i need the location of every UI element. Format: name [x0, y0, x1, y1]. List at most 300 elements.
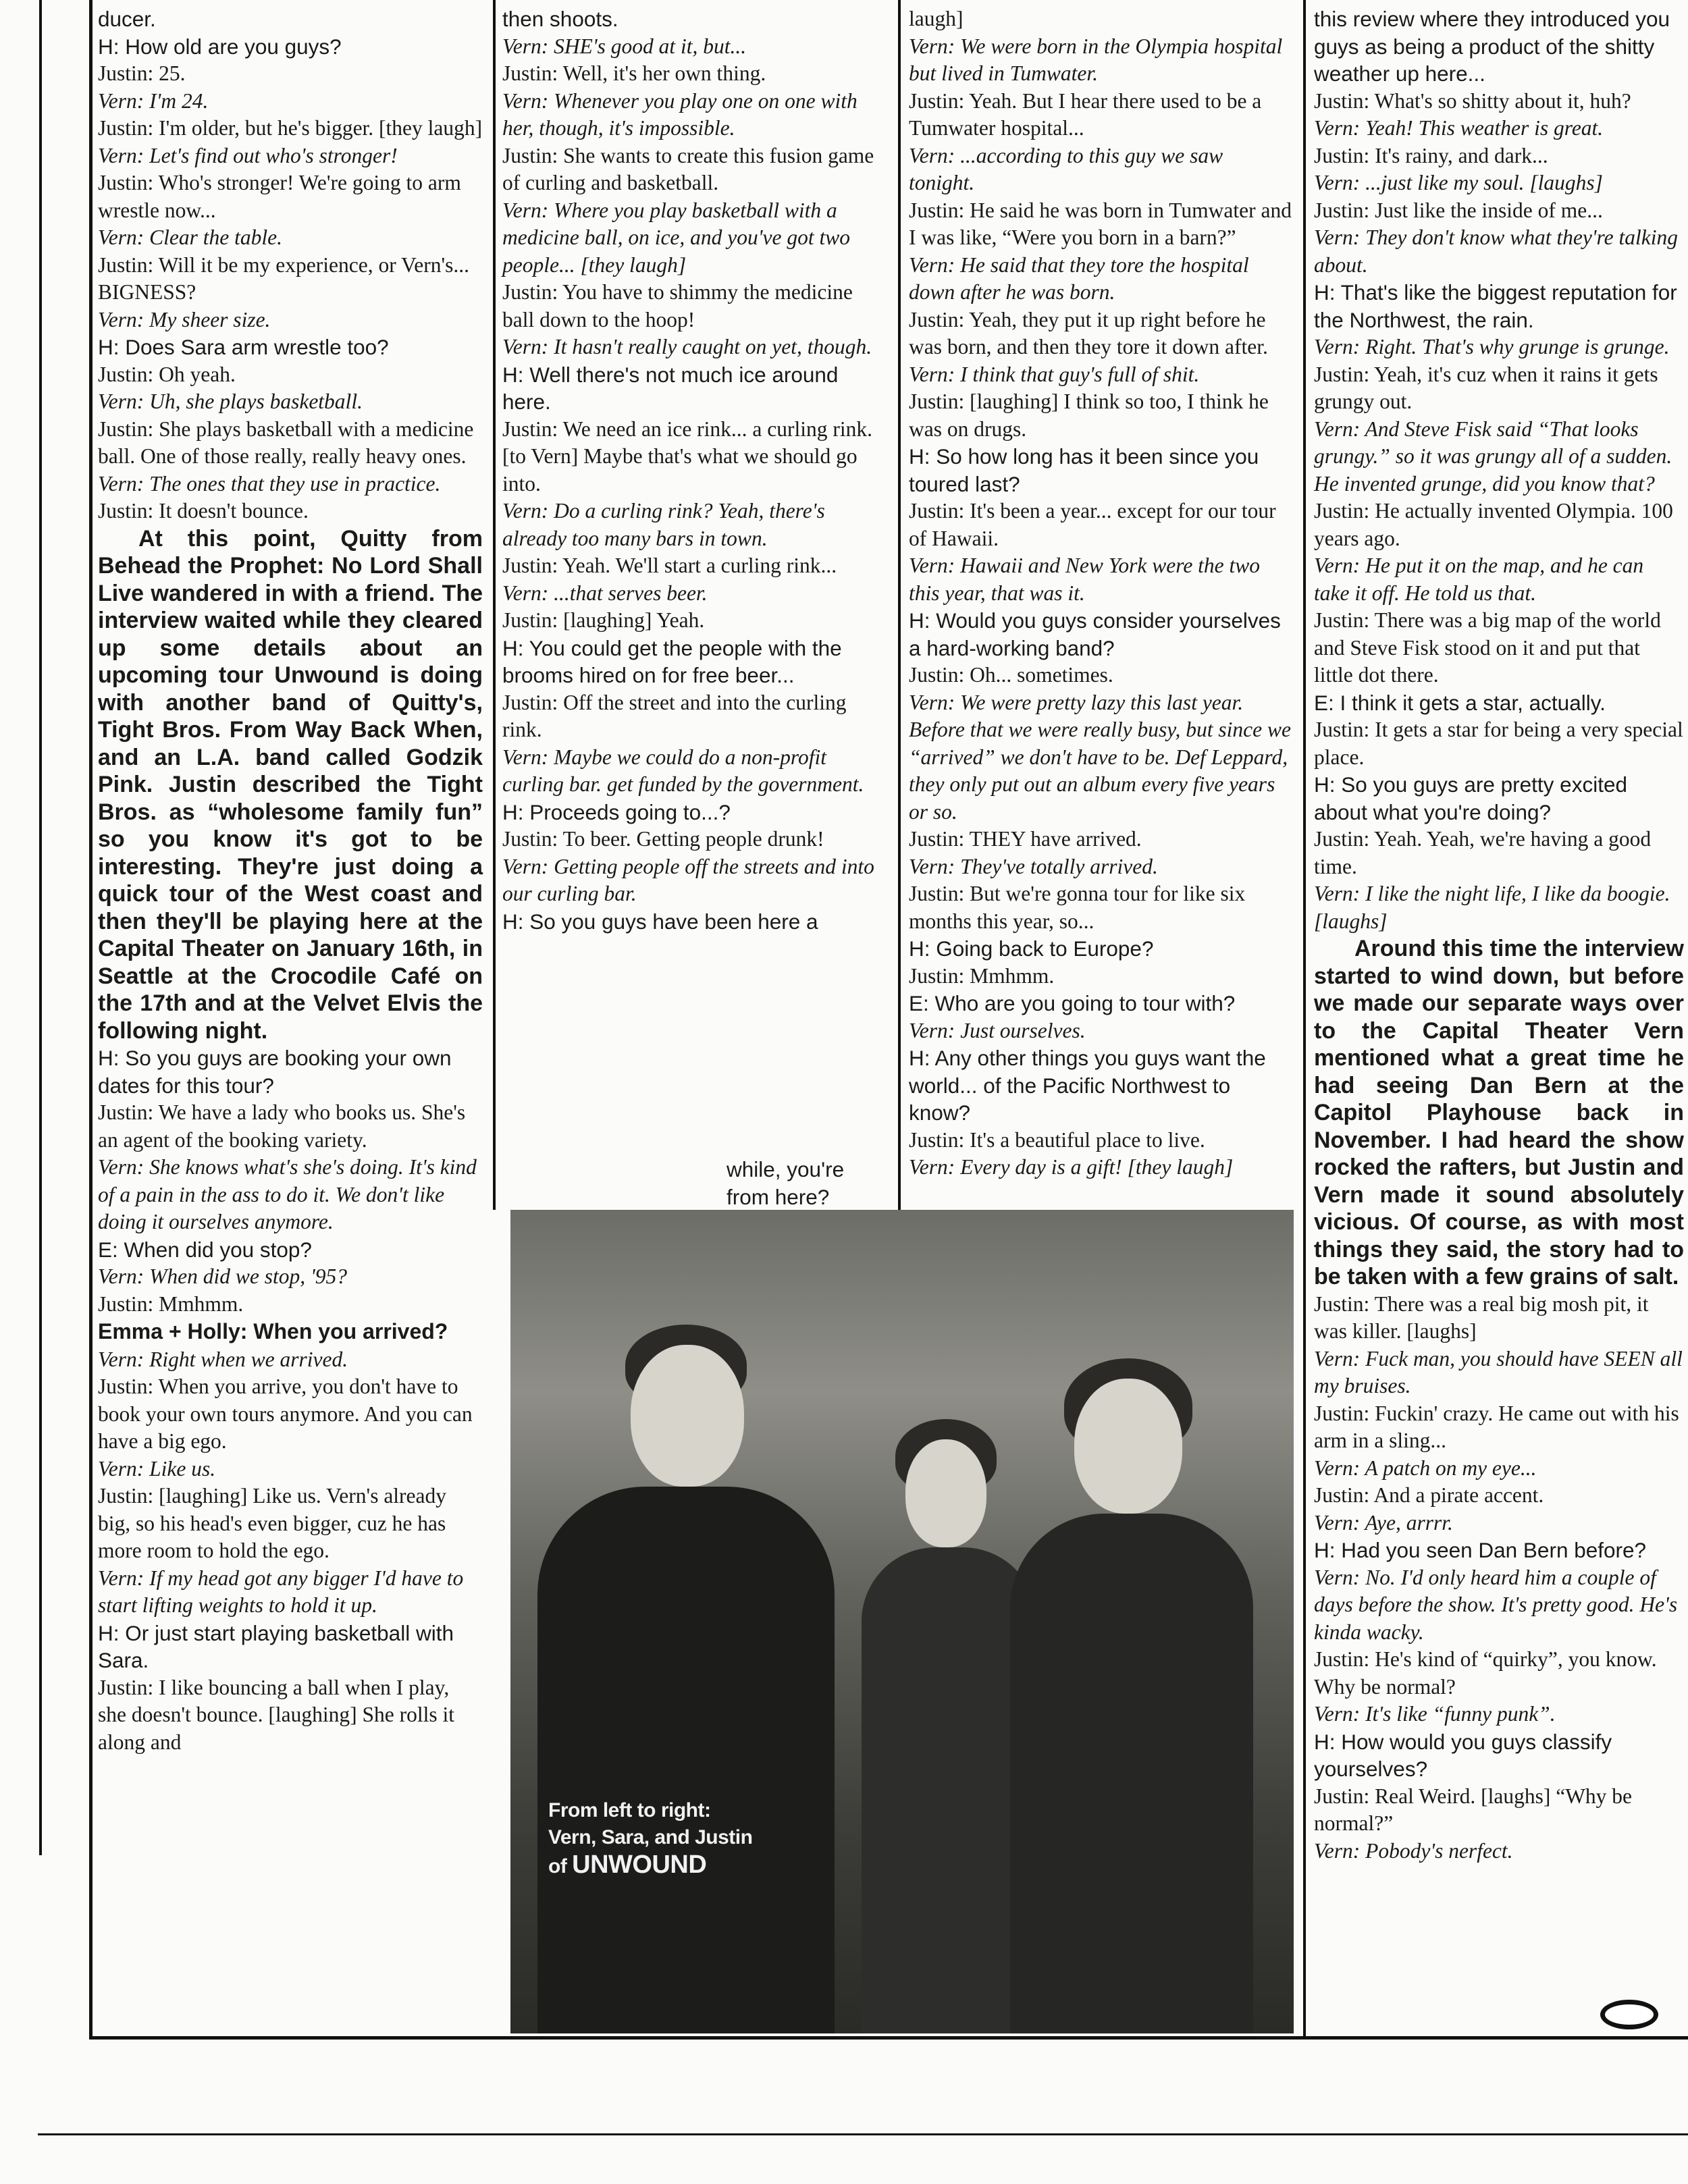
- paragraph: [98, 471, 483, 498]
- speaker: Justin:: [502, 280, 558, 304]
- utterance: Mmhmm.: [153, 1291, 244, 1316]
- utterance: He put it on the map, and he can take it off. He told us that.: [1314, 554, 1644, 605]
- utterance: Real Weird. [laughs] “Why be normal?”: [1314, 1784, 1633, 1835]
- utterance: I think that guy's full of shit.: [955, 362, 1200, 386]
- utterance: [laughing] Like us. Vern's already big, so his head's even bigger, cuz he has more room to hold the ego.: [98, 1484, 447, 1562]
- paragraph: [1314, 1564, 1684, 1647]
- paragraph: [98, 115, 483, 142]
- speaker: Vern:: [1314, 1565, 1361, 1589]
- utterance: It's been a year... except for our tour of Hawaii.: [909, 499, 1276, 550]
- paragraph: [98, 88, 483, 115]
- utterance: Right when we arrived.: [144, 1347, 348, 1371]
- paragraph: [909, 1017, 1294, 1045]
- utterance: A patch on my eye...: [1360, 1456, 1537, 1480]
- speaker: H:: [909, 608, 930, 633]
- speaker: Vern:: [909, 554, 955, 577]
- utterance: Fuckin' crazy. He came out with his arm in a sling...: [1314, 1401, 1679, 1452]
- utterance: while, you're from here?: [727, 1157, 845, 1209]
- speaker: H:: [98, 1046, 120, 1070]
- paragraph: [909, 552, 1294, 607]
- utterance: There was a real big mosh pit, it was killer. [laughs]: [1314, 1291, 1649, 1343]
- speaker: Vern:: [502, 581, 549, 605]
- left-margin-rule: [39, 0, 42, 1855]
- paragraph: [98, 1044, 483, 1099]
- paragraph: [98, 142, 483, 170]
- utterance: You have to shimmy the medicine ball down to the hoop!: [502, 280, 853, 331]
- utterance: Well there's not much ice around here.: [502, 362, 839, 414]
- paragraph: [1314, 1701, 1684, 1728]
- speaker: Justin:: [98, 362, 154, 386]
- paragraph: [909, 689, 1294, 826]
- utterance: There was a big map of the world and Steve Fisk stood on it and put that little dot there.: [1314, 608, 1661, 687]
- paragraph: [98, 1291, 483, 1319]
- utterance: Going back to Europe?: [930, 936, 1154, 961]
- utterance: Yeah. But I hear there used to be a Tumwater hospital...: [909, 88, 1262, 140]
- paragraph: [1314, 1291, 1684, 1346]
- paragraph: [909, 662, 1294, 689]
- utterance: Like us.: [144, 1456, 216, 1481]
- paragraph: [98, 60, 483, 88]
- utterance: When you arrived?: [247, 1319, 448, 1343]
- utterance: [laughing] I think so too, I think he was on drugs.: [909, 390, 1269, 441]
- utterance: To beer. Getting people drunk!: [558, 827, 824, 851]
- utterance: ...that serves beer.: [548, 581, 708, 605]
- paragraph: [1314, 771, 1684, 826]
- speaker: Justin:: [1314, 143, 1370, 167]
- speaker: E:: [1314, 690, 1334, 715]
- paragraph: [1314, 716, 1684, 771]
- paragraph: [1314, 826, 1684, 880]
- speaker: Justin:: [502, 690, 558, 714]
- paragraph: [1314, 361, 1684, 416]
- speaker: Justin:: [1314, 499, 1370, 523]
- speaker: Justin:: [909, 827, 965, 851]
- paragraph: [909, 607, 1294, 662]
- speaker: Justin:: [1314, 718, 1370, 741]
- speaker: Vern:: [98, 1566, 144, 1590]
- utterance: Yeah, it's cuz when it rains it gets grungy out.: [1314, 362, 1658, 413]
- paragraph: [1314, 935, 1684, 1291]
- utterance: Let's find out who's stronger!: [144, 143, 398, 167]
- column-1: [98, 5, 483, 1756]
- speaker: H:: [1314, 1538, 1336, 1562]
- utterance: 25.: [153, 61, 186, 85]
- paragraph: [98, 416, 483, 471]
- utterance: I like bouncing a ball when I play, she doesn't bounce. [laughing] She rolls it along and: [98, 1675, 454, 1754]
- speaker: Vern:: [98, 143, 144, 167]
- utterance: Fuck man, you should have SEEN all my bruises.: [1314, 1346, 1683, 1397]
- speaker: Vern:: [1314, 1838, 1361, 1863]
- paragraph: [502, 5, 889, 33]
- speaker: Justin:: [909, 198, 965, 222]
- utterance: ...according to this guy we saw tonight.: [909, 143, 1223, 194]
- paragraph: [98, 361, 483, 389]
- paragraph: [502, 689, 889, 744]
- paragraph: [1314, 552, 1684, 607]
- paragraph: [909, 33, 1294, 88]
- speaker: H:: [98, 1620, 120, 1645]
- utterance: Yeah. We'll start a curling rink...: [558, 554, 837, 577]
- speaker: Justin:: [909, 307, 965, 331]
- paragraph: [909, 388, 1294, 443]
- utterance: So how long has it been since you toured last?: [909, 444, 1259, 496]
- speaker: Vern:: [98, 1347, 144, 1371]
- speaker: Justin:: [98, 1100, 154, 1124]
- paragraph: [98, 1154, 483, 1236]
- utterance: You could get the people with the brooms hired on for free beer...: [502, 635, 842, 687]
- utterance: Do a curling rink? Yeah, there's already too many bars in town.: [502, 499, 825, 550]
- utterance: I'm older, but he's bigger. [they laugh]: [153, 116, 483, 140]
- paragraph: [909, 880, 1294, 935]
- photo-caption: [548, 1797, 752, 1880]
- utterance: What's so shitty about it, huh?: [1369, 88, 1631, 113]
- utterance: Clear the table.: [144, 225, 282, 249]
- paragraph: [502, 88, 889, 142]
- utterance: The ones that they use in practice.: [144, 471, 441, 496]
- paragraph: [502, 334, 889, 361]
- speaker: Justin:: [98, 499, 154, 523]
- paragraph: [98, 1620, 483, 1674]
- speaker: Justin:: [1314, 1647, 1370, 1671]
- paragraph: [909, 1127, 1294, 1154]
- speaker: E:: [909, 991, 929, 1015]
- paragraph: [909, 142, 1294, 197]
- utterance: I'm 24.: [144, 88, 209, 113]
- speaker: H:: [502, 799, 524, 824]
- paragraph: [909, 935, 1294, 963]
- paragraph: [98, 1318, 483, 1346]
- paragraph: [502, 908, 889, 936]
- utterance: She knows what's she's doing. It's kind of a pain in the ass to do it. We don't like doing it ourselves anymore.: [98, 1155, 477, 1233]
- utterance: THEY have arrived.: [964, 827, 1142, 851]
- utterance: Maybe we could do a non-profit curling bar. get funded by the government.: [502, 745, 864, 796]
- speaker: Vern:: [502, 34, 549, 58]
- utterance: So you guys are booking your own dates for this tour?: [98, 1046, 452, 1098]
- paragraph: [98, 33, 483, 61]
- paragraph: [98, 1263, 483, 1291]
- paragraph: [98, 498, 483, 525]
- speaker: Justin:: [909, 963, 965, 988]
- column-rule-4: [1303, 0, 1306, 2039]
- speaker: Vern:: [502, 745, 549, 769]
- speaker: Vern:: [502, 198, 549, 222]
- paragraph: [1314, 1783, 1684, 1838]
- speaker: Vern:: [1314, 335, 1361, 358]
- speaker: Justin:: [909, 390, 965, 413]
- speaker: Justin:: [1314, 608, 1370, 632]
- utterance: I think it gets a star, actually.: [1334, 690, 1606, 715]
- utterance: That's like the biggest reputation for the Northwest, the rain.: [1314, 280, 1677, 332]
- speaker: Vern:: [1314, 417, 1361, 441]
- utterance: Well, it's her own thing.: [558, 61, 766, 85]
- end-mark-icon: [1600, 2000, 1658, 2029]
- paragraph: [1314, 5, 1684, 88]
- paragraph: [727, 1156, 889, 1210]
- utterance: They don't know what they're talking about.: [1314, 225, 1678, 277]
- utterance: Had you seen Dan Bern before?: [1335, 1538, 1647, 1562]
- utterance: We were pretty lazy this last year. Before that we were really busy, but since we “arrived” we don't have to be. Def Leppard, they only put out an album every five years or so.: [909, 690, 1292, 824]
- utterance: She plays basketball with a medicine ball. One of those really, really heavy ones.: [98, 417, 474, 468]
- speaker: H:: [909, 444, 930, 469]
- paragraph: [98, 1373, 483, 1456]
- speaker: Justin:: [502, 143, 558, 167]
- speaker: H:: [502, 635, 524, 660]
- paragraph: [909, 498, 1294, 552]
- speaker: Emma + Holly:: [98, 1319, 248, 1343]
- paragraph: [502, 853, 889, 908]
- paragraph: [909, 990, 1294, 1017]
- utterance: ducer.: [98, 7, 156, 31]
- column-rule-3: [898, 0, 901, 1210]
- bottom-rule-outer: [38, 2133, 1688, 2135]
- utterance: Will it be my experience, or Vern's... BIGNESS?: [98, 252, 470, 304]
- paragraph: [98, 388, 483, 416]
- paragraph: [502, 799, 889, 826]
- utterance: then shoots.: [502, 7, 618, 31]
- paragraph: [909, 826, 1294, 853]
- speaker: H:: [1314, 280, 1336, 304]
- utterance: He said he was born in Tumwater and I was like, “Were you born in a barn?”: [909, 198, 1292, 249]
- paragraph: [98, 1346, 483, 1374]
- speaker: Justin:: [98, 1484, 154, 1508]
- speaker: H:: [502, 362, 524, 387]
- paragraph: [1314, 142, 1684, 170]
- paragraph: [1314, 197, 1684, 225]
- utterance: Hawaii and New York were the two this year, that was it.: [909, 554, 1261, 605]
- speaker: Justin:: [1314, 1784, 1370, 1808]
- speaker: Justin:: [1314, 198, 1370, 222]
- paragraph: [1314, 224, 1684, 279]
- paragraph: [502, 744, 889, 799]
- utterance: Right. That's why grunge is grunge.: [1360, 335, 1670, 358]
- speaker: Vern:: [1314, 1456, 1361, 1480]
- paragraph: [909, 443, 1294, 498]
- speaker: Vern:: [98, 307, 144, 331]
- utterance: When you arrive, you don't have to book your own tours anymore. And you can have a big ego.: [98, 1375, 473, 1453]
- paragraph: [1314, 498, 1684, 552]
- sara-face: [905, 1439, 986, 1547]
- utterance: Any other things you guys want the world... of the Pacific Northwest to know?: [909, 1046, 1266, 1125]
- paragraph: [1314, 1346, 1684, 1400]
- utterance: He actually invented Olympia. 100 years ago.: [1314, 499, 1673, 550]
- utterance: Pobody's nerfect.: [1360, 1838, 1513, 1863]
- speaker: Vern:: [909, 854, 955, 878]
- utterance: How would you guys classify yourselves?: [1314, 1729, 1612, 1781]
- column-rule-2: [493, 0, 496, 1210]
- utterance: It doesn't bounce.: [153, 499, 309, 523]
- utterance: Where you play basketball with a medicine ball, on ice, and you've got two people... [they laugh]: [502, 198, 850, 277]
- utterance: Proceeds going to...?: [523, 799, 731, 824]
- speaker: H:: [1314, 1729, 1336, 1754]
- paragraph: [502, 361, 889, 416]
- utterance: Oh... sometimes.: [964, 663, 1113, 687]
- speaker: Justin:: [98, 1375, 154, 1398]
- utterance: Just ourselves.: [955, 1018, 1086, 1042]
- paragraph: [1314, 1455, 1684, 1483]
- speaker: Justin:: [98, 116, 154, 140]
- speaker: H:: [909, 1046, 930, 1070]
- utterance: He's kind of “quirky”, you know. Why be normal?: [1314, 1647, 1657, 1699]
- paragraph: [98, 525, 483, 1045]
- speaker: Vern:: [502, 335, 549, 358]
- speaker: Justin:: [1314, 88, 1370, 113]
- utterance: Who are you going to tour with?: [928, 991, 1236, 1015]
- utterance: Would you guys consider yourselves a hard-working band?: [909, 608, 1281, 660]
- paragraph: [1314, 689, 1684, 717]
- paragraph: [1314, 1646, 1684, 1701]
- utterance: Yeah, they put it up right before he was born, and then they tore it down after.: [909, 307, 1268, 358]
- paragraph: [1314, 1400, 1684, 1455]
- utterance: Just like the inside of me...: [1369, 198, 1603, 222]
- speaker: Justin:: [909, 499, 965, 523]
- speaker: Justin:: [1314, 1401, 1370, 1425]
- paragraph: [909, 88, 1294, 142]
- speaker: Vern:: [909, 1155, 955, 1179]
- utterance: If my head got any bigger I'd have to start lifting weights to hold it up.: [98, 1566, 464, 1617]
- speaker: Justin:: [909, 88, 965, 113]
- speaker: Vern:: [98, 390, 144, 413]
- column-4: [1314, 5, 1684, 1865]
- paragraph: [909, 1154, 1294, 1181]
- speaker: Vern:: [909, 690, 955, 714]
- speaker: Vern:: [1314, 1702, 1361, 1726]
- speaker: Justin:: [1314, 1291, 1370, 1316]
- utterance: They've totally arrived.: [955, 854, 1158, 878]
- speaker: Justin:: [1314, 1483, 1370, 1507]
- utterance: [laughing] Yeah.: [558, 608, 705, 632]
- speaker: H:: [502, 909, 524, 934]
- utterance: We need an ice rink... a curling rink. [to Vern] Maybe that's what we should go into.: [502, 417, 872, 496]
- speaker: H:: [909, 936, 930, 961]
- paragraph: [98, 252, 483, 307]
- paragraph: [98, 1674, 483, 1757]
- speaker: Justin:: [502, 554, 558, 577]
- justin-body: [1010, 1514, 1253, 2033]
- speaker: Vern:: [1314, 1510, 1361, 1535]
- speaker: Justin:: [502, 608, 558, 632]
- speaker: Justin:: [98, 1675, 154, 1699]
- column-2: [502, 5, 889, 935]
- paragraph: [502, 552, 889, 580]
- paragraph: [98, 1236, 483, 1264]
- speaker: Justin:: [1314, 827, 1370, 851]
- utterance: this review where they introduced you guys as being a product of the shitty weather up here...: [1314, 7, 1670, 86]
- paragraph: [1314, 115, 1684, 142]
- speaker: E:: [98, 1237, 118, 1262]
- paragraph: [98, 1483, 483, 1565]
- paragraph: [909, 853, 1294, 881]
- utterance: So you guys have been here a: [523, 909, 818, 934]
- utterance: It gets a star for being a very special place.: [1314, 718, 1683, 769]
- speaker: Justin:: [909, 882, 965, 905]
- paragraph: [502, 607, 889, 635]
- utterance: ...just like my soul. [laughs]: [1360, 171, 1603, 194]
- paragraph: [1314, 1838, 1684, 1865]
- paragraph: [1314, 1510, 1684, 1537]
- speaker: Justin:: [909, 1127, 965, 1152]
- utterance: Off the street and into the curling rink.: [502, 690, 847, 741]
- paragraph: [502, 197, 889, 279]
- utterance: We were born in the Olympia hospital but lived in Tumwater.: [909, 34, 1283, 85]
- speaker: Justin:: [98, 1291, 154, 1316]
- paragraph: [502, 142, 889, 197]
- utterance: When did you stop?: [117, 1237, 312, 1262]
- paragraph: [98, 1099, 483, 1154]
- band-photo: [510, 1210, 1294, 2033]
- speaker: Justin:: [98, 252, 154, 277]
- paragraph: [1314, 1537, 1684, 1564]
- utterance: laugh]: [909, 7, 964, 30]
- speaker: Vern:: [98, 1264, 144, 1288]
- speaker: Justin:: [98, 417, 154, 441]
- speaker: Vern:: [98, 471, 144, 496]
- vern-face: [631, 1345, 744, 1487]
- paragraph: [502, 826, 889, 853]
- speaker: Justin:: [502, 827, 558, 851]
- utterance: How old are you guys?: [119, 34, 342, 59]
- speaker: H:: [1314, 772, 1336, 797]
- paragraph: [1314, 880, 1684, 935]
- paragraph: [98, 1565, 483, 1620]
- paragraph: [1314, 334, 1684, 361]
- speaker: Vern:: [1314, 554, 1361, 577]
- speaker: H:: [98, 335, 120, 359]
- speaker: Vern:: [98, 1456, 144, 1481]
- speaker: Justin:: [502, 61, 558, 85]
- caption-band-name: UNWOUND: [572, 1850, 707, 1879]
- utterance: It's rainy, and dark...: [1369, 143, 1548, 167]
- utterance: Mmhmm.: [964, 963, 1055, 988]
- utterance: And a pirate accent.: [1369, 1483, 1544, 1507]
- paragraph: [502, 33, 889, 61]
- paragraph: [1314, 607, 1684, 689]
- utterance: But we're gonna tour for like six months this year, so...: [909, 882, 1246, 933]
- speaker: Vern:: [1314, 116, 1361, 140]
- bottom-rule: [89, 2036, 1688, 2040]
- speaker: Vern:: [98, 88, 144, 113]
- paragraph: [909, 361, 1294, 389]
- paragraph: [909, 5, 1294, 33]
- paragraph: [1314, 279, 1684, 334]
- paragraph: [502, 60, 889, 88]
- paragraph: [502, 580, 889, 608]
- paragraph: [98, 224, 483, 252]
- paragraph: [1314, 1728, 1684, 1783]
- utterance: Whenever you play one on one with her, though, it's impossible.: [502, 88, 858, 140]
- speaker: Justin:: [98, 171, 154, 194]
- utterance: Who's stronger! We're going to arm wrestle now...: [98, 171, 461, 222]
- utterance: SHE's good at it, but...: [548, 34, 747, 58]
- utterance: She wants to create this fusion game of curling and basketball.: [502, 143, 874, 194]
- paragraph: [1314, 169, 1684, 197]
- paragraph: [909, 307, 1294, 361]
- utterance: No. I'd only heard him a couple of days before the show. It's pretty good. He's kinda wacky.: [1314, 1565, 1678, 1644]
- utterance: It's a beautiful place to live.: [964, 1127, 1205, 1152]
- utterance: I like the night life, I like da boogie. [laughs]: [1314, 882, 1670, 933]
- speaker: Vern:: [1314, 882, 1361, 905]
- paragraph: [502, 635, 889, 689]
- paragraph: [98, 334, 483, 361]
- utterance: At this point, Quitty from Behead the Prophet: No Lord Shall Live wandered in with a friend. The interview waited while they cleared up some details about an upcoming tour Unwound is doing with another band of Quitty's, Tight Bros. From Way Back When, and an L.A. band called Godzik Pink. Justin described the Tight Bros. as “wholesome family fun” so you know it's got to be interesting. They're just doing a quick tour of the West coast and then they'll be playing here at the Capital Theater on January 16th, in Seattle at the Crocodile Café on the 17th and at the Velvet Elvis the following night.: [98, 525, 483, 1044]
- justin-face: [1074, 1379, 1182, 1514]
- paragraph: [909, 1044, 1294, 1127]
- paragraph: [502, 416, 889, 498]
- speaker: Vern:: [1314, 225, 1361, 249]
- utterance: Oh yeah.: [153, 362, 236, 386]
- speaker: Vern:: [502, 88, 549, 113]
- utterance: It's like “funny punk”.: [1360, 1702, 1556, 1726]
- speaker: Vern:: [502, 499, 549, 523]
